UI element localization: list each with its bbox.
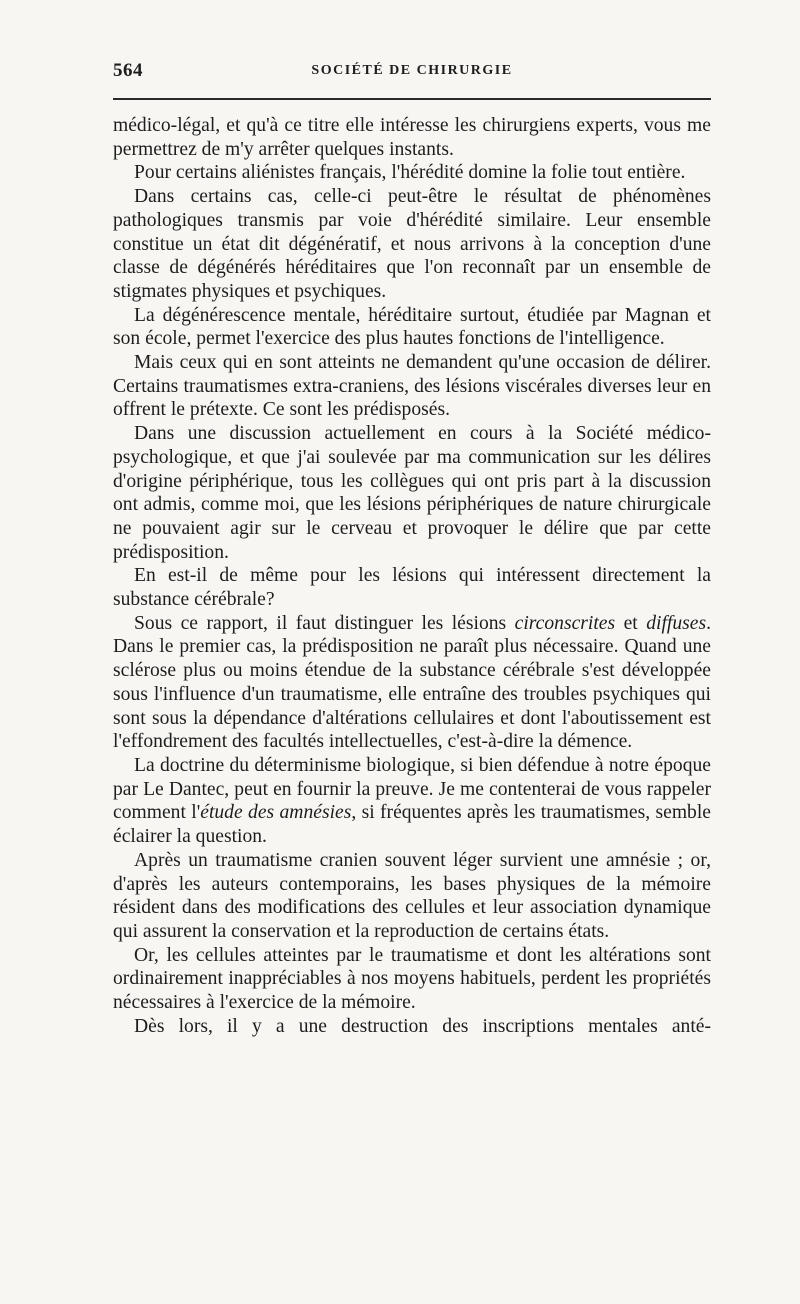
text-run: , si fréquentes après les traumatismes, semble éclairer la question. [113,802,711,848]
paragraph: Dès lors, il y a une destruction des inscriptions mentales anté- [134,1015,711,1037]
italic-term: diffuses [646,612,707,634]
running-title: SOCIÉTÉ DE CHIRURGIE [311,63,513,78]
text-run: La doctrine du déterminisme biologique, si bien défendue à notre époque par Le Dantec, peut en fournir la preuve. Je me contenterai de vous rappeler comment l' [113,754,711,824]
paragraph: En est-il de même pour les lésions qui intéressent directement la substance cérébrale? [113,565,711,611]
header-rule [113,98,711,100]
text-run: Sous ce rapport, il faut distinguer les lésions [134,612,515,634]
italic-term: circonscrites [514,612,616,634]
body-text [113,114,711,1038]
paragraph [113,612,711,754]
paragraph: Pour certains aliénistes français, l'hérédité domine la folie tout entière. [134,162,686,184]
italic-term: étude des amnésies [200,802,352,824]
page-number: 564 [113,60,143,81]
paragraph: Dans une discussion actuellement en cours à la Société médico-psychologique, et que j'ai soulevée par ma communication sur les délires d'origine périphérique, tous les collègues qui ont pris part à la discussion ont admis, comme moi, que les lésions périphériques de nature chirurgicale ne pouvaient agir sur le cerveau et provoquer le délire que par cette prédisposition. [113,423,711,563]
paragraph: médico-légal, et qu'à ce titre elle intéresse les chirurgiens experts, vous me permettrez de m'y arrêter quelques instants. [113,115,711,160]
paragraph: Mais ceux qui en sont atteints ne demandent qu'une occasion de délirer. Certains traumatismes extra-craniens, des lésions viscérales diverses leur en offrent le prétexte. Ce sont les prédisposés. [113,352,711,421]
page-header [113,60,711,86]
text-run: . Dans le premier cas, la prédisposition ne paraît plus nécessaire. Quand une sclérose plus ou moins étendue de la substance cérébrale s'est développée sous l'influence d'un traumatisme, elle entraîne des troubles psychiques qui sont sous la dépendance d'altérations cellulaires et dont l'aboutissement est l'effondrement des facultés intellectuelles, c'est-à-dire la démence. [113,612,711,753]
paragraph: Or, les cellules atteintes par le traumatisme et dont les altérations sont ordinairement inappréciables à nos moyens habituels, perdent les propriétés nécessaires à l'exercice de la mémoire. [113,944,711,1014]
paragraph: La dégénérescence mentale, héréditaire surtout, étudiée par Magnan et son école, permet l'exercice des plus hautes fonctions de l'intelligence. [113,304,711,350]
paragraph: Après un traumatisme cranien souvent léger survient une amnésie ; or, d'après les auteurs contemporains, les bases physiques de la mémoire résident dans des modifications des cellules et leur association dynamique qui assurent la conservation et la reproduction de certains états. [113,849,711,942]
paragraph [113,754,711,849]
paragraph: Dans certains cas, celle-ci peut-être le résultat de phénomènes pathologiques transmis par voie d'hérédité similaire. Leur ensemble constitue un état dit dégénératif, et nous arrivons à la conception d'une classe de dégénérés héréditaires que l'on reconnaît par un ensemble de stigmates physiques et psychiques. [113,186,711,302]
text-run: et [615,612,647,634]
